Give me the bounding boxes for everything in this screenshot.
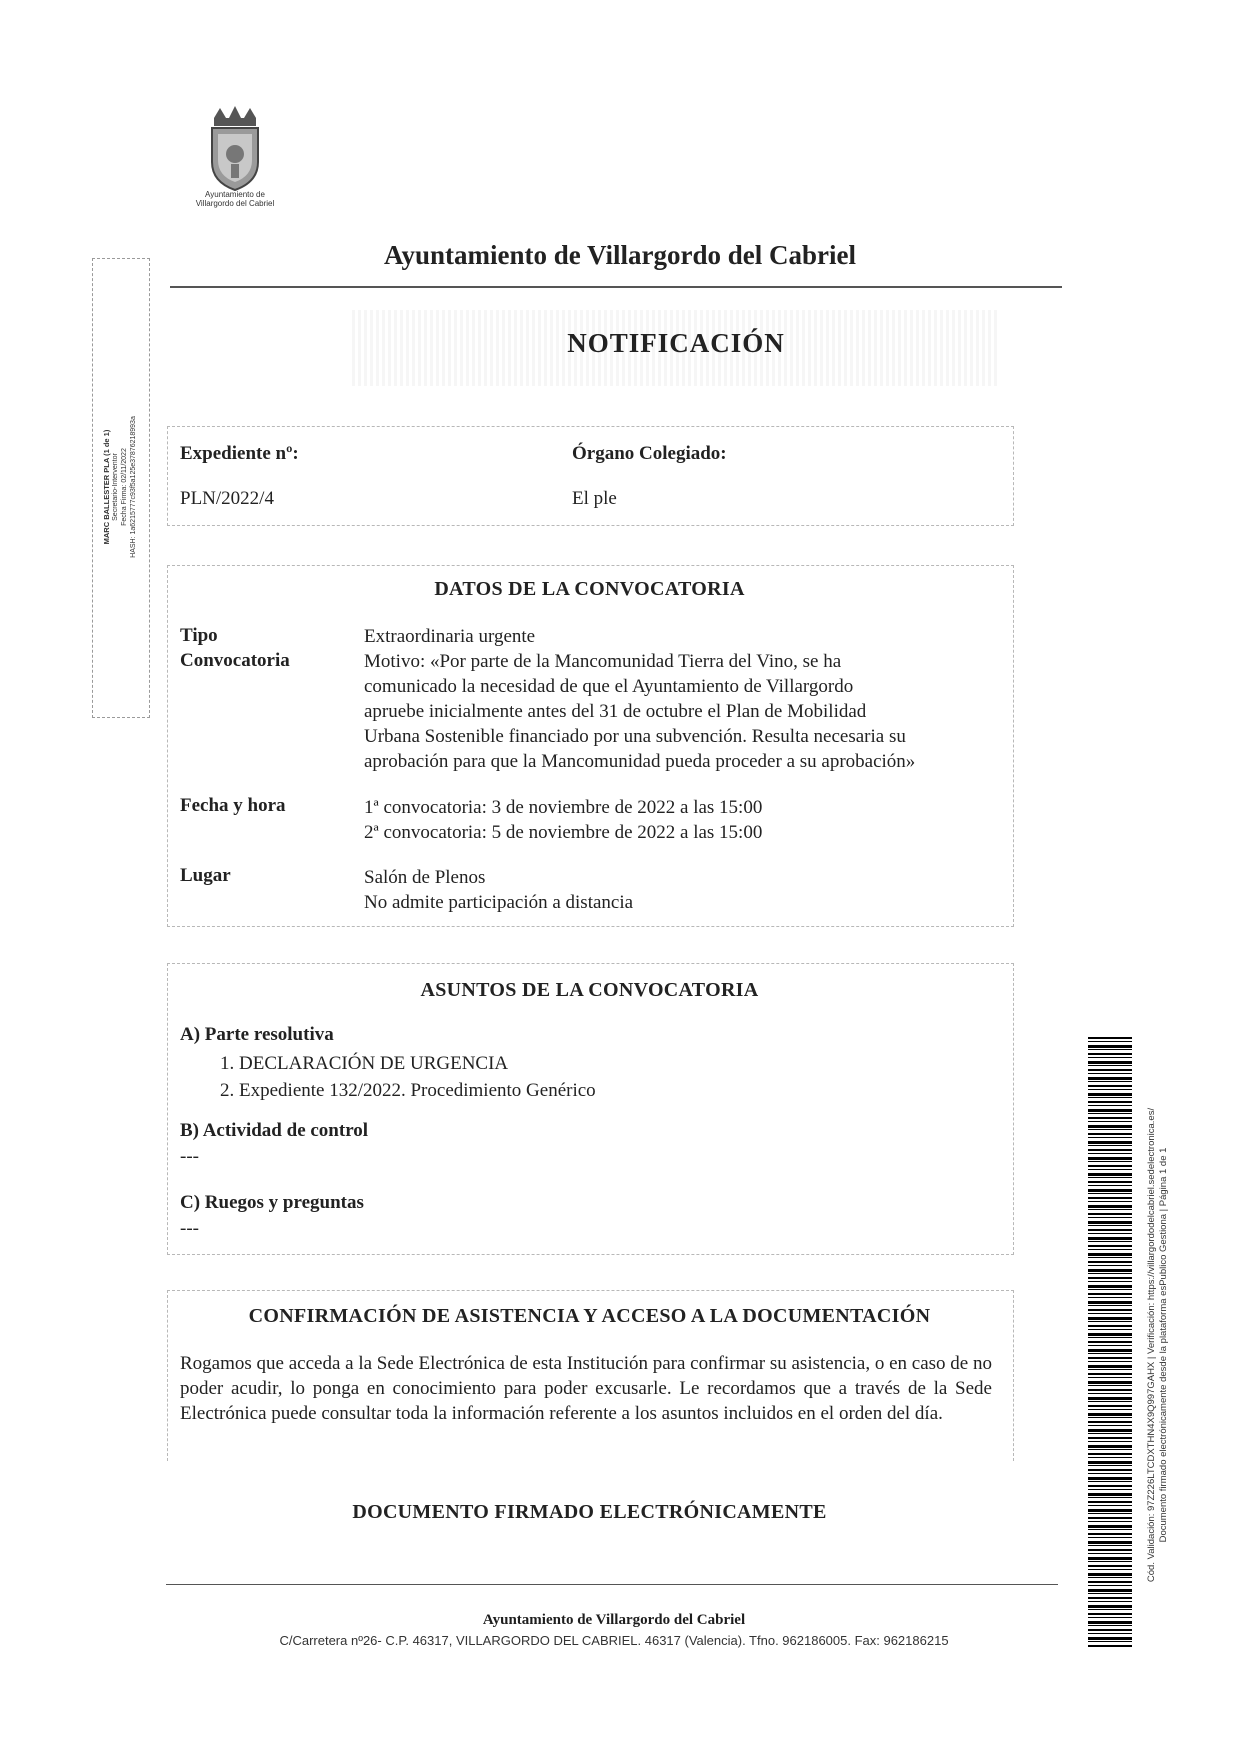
signer-role: Secretario-Interventor [112, 453, 119, 521]
expediente-value: PLN/2022/4 [180, 488, 274, 509]
tipo-label [180, 623, 290, 673]
footer-address: C/Carretera nº26- C.P. 46317, VILLARGORDO DEL CABRIEL. 46317 (Valencia). Tfno. 962186005. Fax: 962186215 [279, 1633, 949, 1648]
header-divider [170, 286, 1062, 288]
tipo-line: Motivo: «Por parte de la Mancomunidad Tierra del Vino, se ha [364, 651, 842, 672]
validation-platform-line: Documento firmado electrónicamente desde la plataforma esPublico Gestiona | Página 1 de 1 [1158, 1147, 1169, 1543]
confirmacion-title: CONFIRMACIÓN DE ASISTENCIA Y ACCESO A LA DOCUMENTACIÓN [248, 1305, 931, 1327]
lugar-line: No admite participación a distancia [364, 892, 634, 913]
parte-resolutiva-list [220, 1050, 596, 1104]
footer-divider [166, 1584, 1058, 1585]
list-item: 1. DECLARACIÓN DE URGENCIA [220, 1053, 509, 1074]
document-type-title: NOTIFICACIÓN [567, 328, 785, 358]
footer-organization: Ayuntamiento de Villargordo del Cabriel [482, 1612, 746, 1628]
lugar-value [364, 865, 1004, 915]
organo-label: Órgano Colegiado: [572, 443, 727, 464]
validation-barcode [1088, 1037, 1132, 1649]
ruegos-preguntas-value: --- [180, 1218, 199, 1239]
signature-stamp-text [102, 267, 138, 707]
signature-date: Fecha Firma: 02/11/2022 [121, 448, 128, 526]
fecha-value [364, 795, 1004, 845]
tipo-value [364, 624, 1004, 774]
tipo-line: aprobación para que la Mancomunidad pueda proceder a su aprobación» [364, 751, 916, 772]
signer-name: MARC BALLESTER PLA (1 de 1) [102, 429, 111, 545]
validation-code-line: Cód. Validación: 97Z226LTCDXTHN4X9Q997GAHX | Verificación: https://villargordodelcabriel.sedelectronica.es/ [1146, 1107, 1157, 1583]
lugar-label: Lugar [180, 865, 231, 886]
fecha-label: Fecha y hora [180, 795, 286, 816]
tipo-line: apruebe inicialmente antes del 31 de octubre el Plan de Mobilidad [364, 701, 867, 722]
coat-of-arms-logo [200, 104, 270, 200]
datos-section-title: DATOS DE LA CONVOCATORIA [434, 578, 745, 600]
validation-text [1146, 1025, 1170, 1665]
fecha-line: 1ª convocatoria: 3 de noviembre de 2022 a las 15:00 [364, 797, 763, 818]
signature-hash: HASH: 1a6215777c93f5a125e37876218993a [130, 416, 137, 558]
organization-title: Ayuntamiento de Villargordo del Cabriel [384, 240, 856, 270]
ruegos-preguntas-title: C) Ruegos y preguntas [180, 1192, 364, 1213]
logo-caption-line: Villargordo del Cabriel [195, 199, 275, 208]
tipo-line: Urbana Sostenible financiado por una subvención. Resulta necesaria su [364, 726, 906, 747]
tipo-label-line: Tipo [180, 625, 218, 646]
logo-caption [168, 190, 302, 208]
lugar-line: Salón de Plenos [364, 867, 486, 888]
list-item: 2. Expediente 132/2022. Procedimiento Genérico [220, 1080, 596, 1101]
tipo-label-line: Convocatoria [180, 650, 290, 671]
firmado-electronicamente: DOCUMENTO FIRMADO ELECTRÓNICAMENTE [352, 1501, 827, 1523]
organo-value: El ple [572, 488, 617, 509]
logo-caption-line: Ayuntamiento de [205, 190, 265, 199]
tipo-line: comunicado la necesidad de que el Ayuntamiento de Villargordo [364, 676, 854, 697]
expediente-box [167, 426, 1014, 526]
actividad-control-value: --- [180, 1146, 199, 1167]
confirmacion-text: Rogamos que acceda a la Sede Electrónica de esta Institución para confirmar su asistencia, o en caso de no poder acudir, lo ponga en conocimiento para poder excusarle. Le recordamos que a través de la Sede Electrónica puede consultar toda la información referente a los asuntos incluidos en el orden del día. [180, 1353, 992, 1424]
fecha-line: 2ª convocatoria: 5 de noviembre de 2022 a las 15:00 [364, 822, 763, 843]
asuntos-section-title: ASUNTOS DE LA CONVOCATORIA [420, 979, 759, 1001]
tipo-line: Extraordinaria urgente [364, 626, 536, 647]
parte-resolutiva-title: A) Parte resolutiva [180, 1024, 334, 1045]
expediente-label: Expediente nº: [180, 443, 299, 464]
actividad-control-title: B) Actividad de control [180, 1120, 369, 1141]
